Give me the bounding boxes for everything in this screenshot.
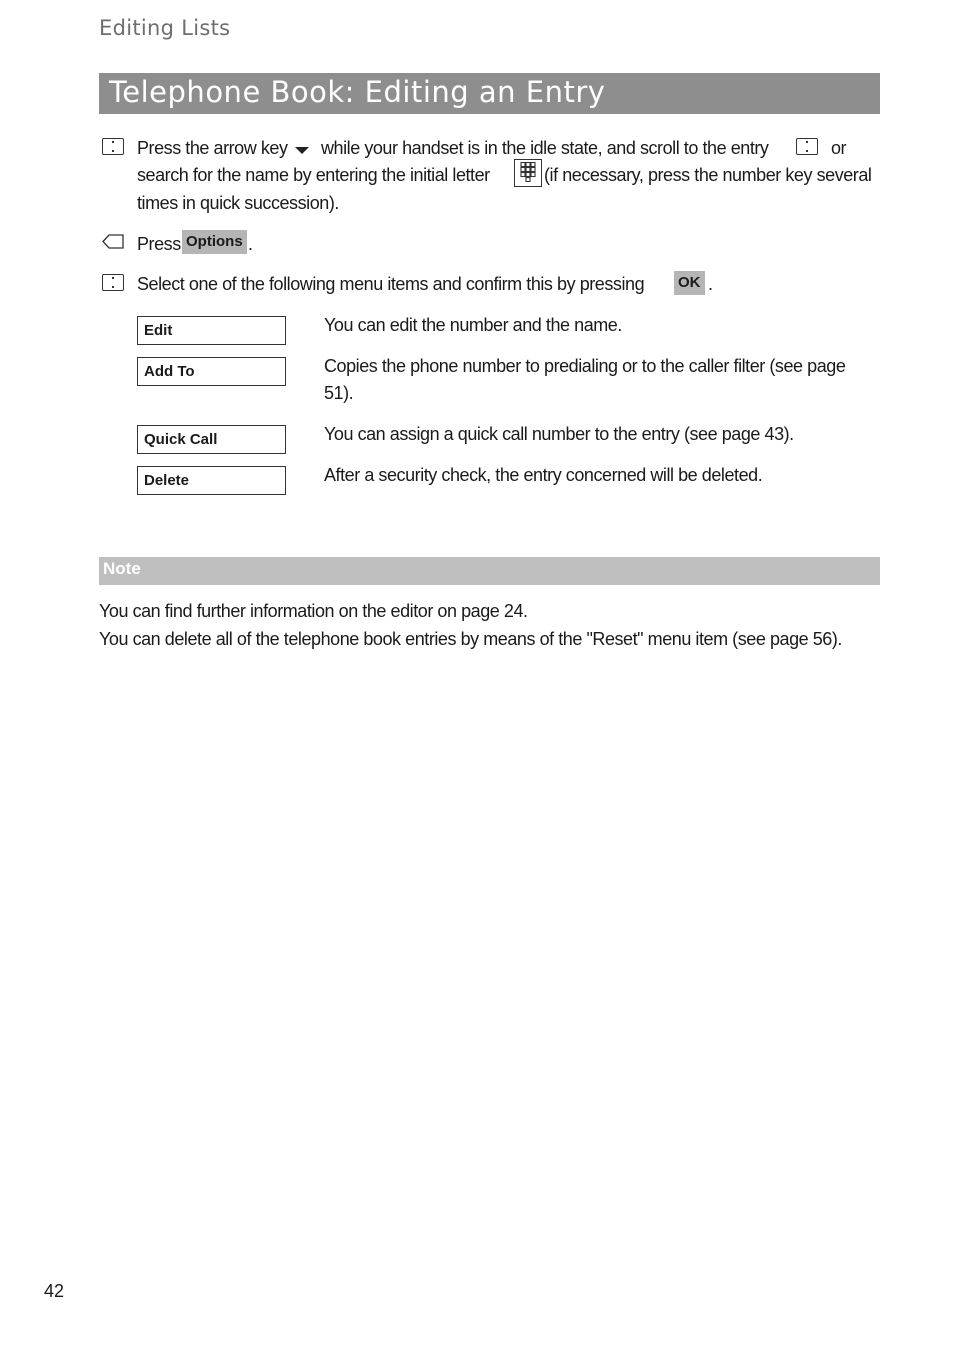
step1-text-f: times in quick succession). [137, 193, 339, 213]
menu-desc-add-to-1: Copies the phone number to predialing or to the caller filter (see page [324, 356, 846, 376]
menu-item-quick-call: Quick Call [137, 425, 286, 454]
step2-text: Press [137, 234, 181, 254]
step1-text-e: (if necessary, press the number key several [544, 165, 872, 185]
page-title: Telephone Book: Editing an Entry [109, 75, 606, 109]
note-line-1: You can find further information on the editor on page 24. [99, 601, 528, 621]
keypad-icon [514, 159, 542, 187]
note-bar [99, 557, 880, 585]
step1-text-c: or [831, 138, 847, 158]
step1-text-b: while your handset is in the idle state, and scroll to the entry [321, 138, 769, 158]
menu-item-add-to: Add To [137, 357, 286, 386]
navigation-key-icon [796, 138, 818, 155]
page-number: 42 [44, 1281, 65, 1301]
step1-text-d: search for the name by entering the initial letter [137, 165, 490, 185]
navigation-key-icon [102, 138, 124, 155]
note-heading: Note [103, 559, 141, 578]
step2-end: . [248, 234, 253, 254]
step3-end: . [708, 274, 713, 294]
step3-text: Select one of the following menu items and confirm this by pressing [137, 274, 645, 294]
section-label: Editing Lists [99, 16, 231, 40]
menu-item-delete: Delete [137, 466, 286, 495]
menu-desc-delete: After a security check, the entry concerned will be deleted. [324, 465, 763, 485]
menu-desc-add-to-2: 51). [324, 383, 354, 403]
title-bar [99, 73, 880, 114]
arrow-down-icon [295, 147, 309, 154]
ok-key: OK [674, 271, 705, 295]
step1-text-a: Press the arrow key [137, 138, 288, 158]
note-line-2: You can delete all of the telephone book entries by means of the "Reset" menu item (see page 56). [99, 629, 842, 649]
options-key: Options [182, 230, 247, 254]
menu-item-edit: Edit [137, 316, 286, 345]
softkey-icon [102, 234, 124, 249]
menu-desc-edit: You can edit the number and the name. [324, 315, 622, 335]
navigation-key-icon [102, 274, 124, 291]
menu-desc-quick-call: You can assign a quick call number to the entry (see page 43). [324, 424, 794, 444]
